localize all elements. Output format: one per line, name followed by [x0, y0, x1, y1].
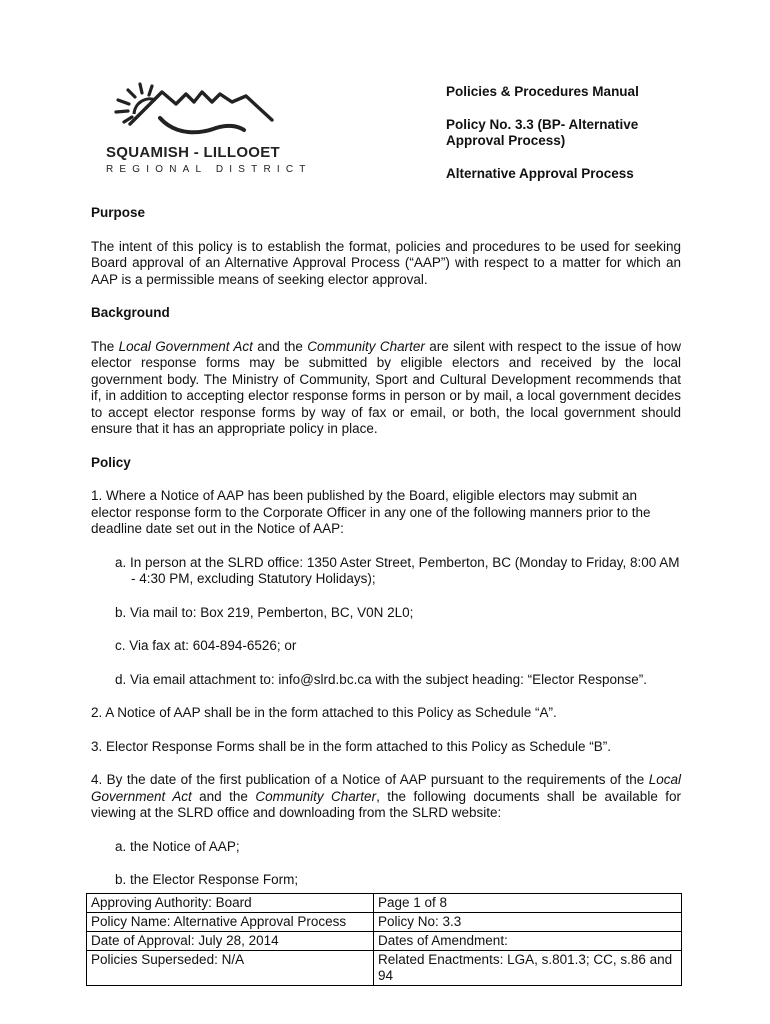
table-row: [87, 894, 682, 913]
table-row: [87, 951, 682, 986]
related-enactments: Related Enactments: LGA, s.801.3; CC, s.86 and 94: [374, 951, 682, 986]
slrd-logo: [104, 78, 312, 178]
policy-item-1b: b. Via mail to: Box 219, Pemberton, BC, V0N 2L0;: [115, 604, 414, 620]
mountain-sun-logo-icon: [104, 78, 274, 142]
policy-name: Policy Name: Alternative Approval Process: [87, 913, 374, 932]
date-of-approval: Date of Approval: July 28, 2014: [87, 932, 374, 951]
policy-item-1d: d. Via email attachment to: info@slrd.bc.ca with the subject heading: “Elector Response”.: [115, 671, 647, 687]
policy-item-1: 1. Where a Notice of AAP has been published by the Board, eligible electors may submit an elector response form to the Corporate Officer in any one of the following manners prior to the deadline date set out in the Notice of AAP:: [91, 488, 651, 536]
manual-title: Policies & Procedures Manual: [446, 84, 639, 99]
background-heading: Background: [91, 305, 170, 320]
policies-superseded: Policies Superseded: N/A: [87, 951, 374, 986]
policy-item-1c: c. Via fax at: 604-894-6526; or: [115, 638, 297, 653]
policy-item-3: 3. Elector Response Forms shall be in the form attached to this Policy as Schedule “B”.: [91, 738, 611, 754]
logo-subtitle: REGIONAL DISTRICT: [106, 164, 312, 175]
purpose-text: The intent of this policy is to establish the format, policies and procedures to be used for seeking Board approval of an Alternative Approval Process (“AAP”) with respect to a matter for which an AAP is a permissible means of seeking elector approval.: [91, 238, 681, 287]
policy-item-4b: b. the Elector Response Form;: [115, 872, 299, 887]
policy-item-4: 4. By the date of the first publication of a Notice of AAP pursuant to the requirements of the Local Government Act and the Community Charter, the following documents shall be available for viewing at the SLRD office and downloading from the SLRD website:: [91, 772, 682, 820]
approving-authority: Approving Authority: Board: [87, 894, 374, 913]
logo-name: SQUAMISH - LILLOOET: [106, 144, 281, 161]
document-body: [91, 205, 681, 889]
policy-item-2: 2. A Notice of AAP shall be in the form attached to this Policy as Schedule “A”.: [91, 705, 557, 720]
table-row: [87, 932, 682, 951]
policy-number: Policy No. 3.3 (BP- Alternative Approval Process): [446, 117, 639, 148]
policy-title: Alternative Approval Process: [446, 166, 634, 181]
purpose-heading: Purpose: [91, 205, 146, 220]
policy-heading: Policy: [91, 454, 131, 470]
page-number: Page 1 of 8: [374, 894, 682, 913]
policy-item-1a: a. In person at the SLRD office: 1350 Aster Street, Pemberton, BC (Monday to Friday, 8:00 AM - 4:30 PM, excluding Statutory Holidays);: [115, 554, 680, 586]
policy-item-4a: a. the Notice of AAP;: [115, 838, 240, 854]
background-text: The Local Government Act and the Community Charter are silent with respect to the issue of how elector response forms may be submitted by eligible electors and received by the local government body. The Ministry of Community, Sport and Cultural Development recommends that if, in addition to accepting elector response forms in person or by mail, a local government decides to accept elector response forms by way of fax or email, or both, the local government should ensure that it has an appropriate policy in place.: [91, 338, 682, 436]
dates-of-amendment: Dates of Amendment:: [374, 932, 682, 951]
policy-info-table: [86, 893, 682, 986]
table-row: [87, 913, 682, 932]
policy-no: Policy No: 3.3: [374, 913, 682, 932]
